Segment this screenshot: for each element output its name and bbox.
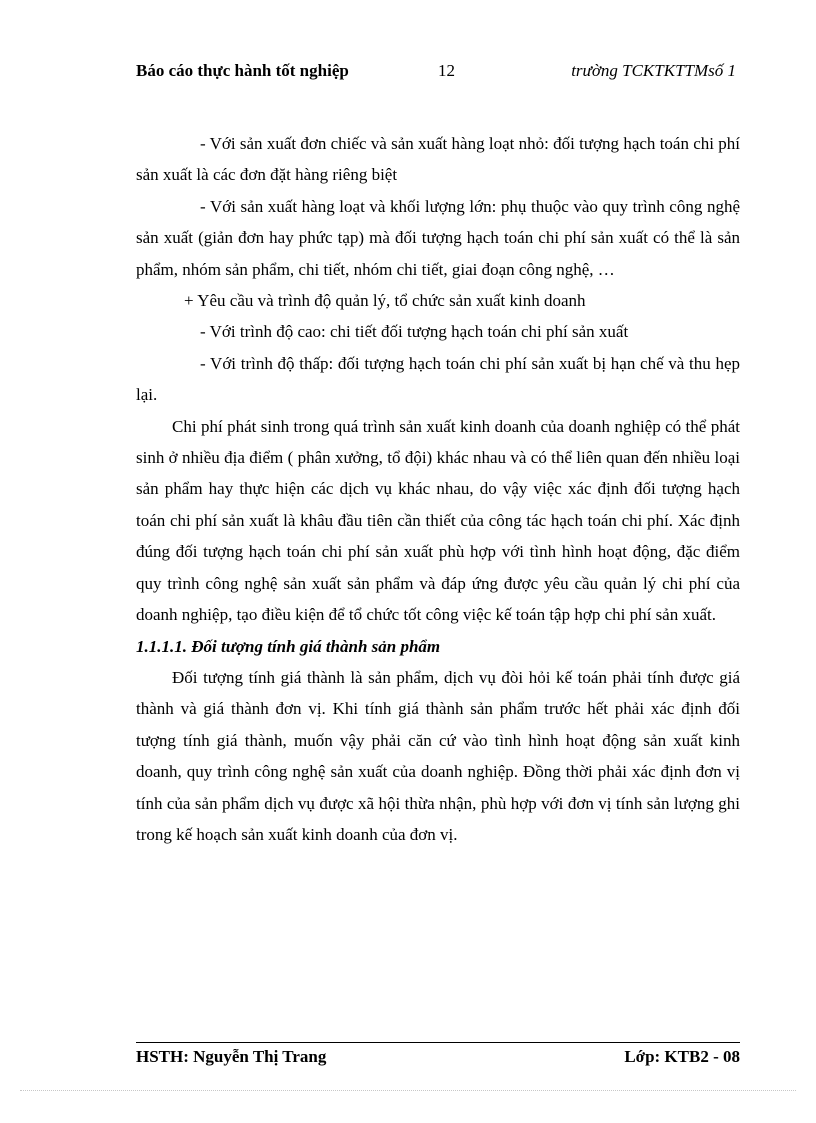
page-body [136, 128, 740, 850]
paragraph-single-production: - Với sản xuất đơn chiếc và sản xuất hàng loạt nhỏ: đối tượng hạch toán chi phí sản xuất là các đơn đặt hàng riêng biệt [136, 134, 740, 185]
paragraph-management-requirement: + Yêu cầu và trình độ quản lý, tổ chức sản xuất kinh doanh [184, 291, 586, 311]
footer-divider [136, 1042, 740, 1043]
class-code: Lớp: KTB2 - 08 [624, 1047, 740, 1066]
section-heading: 1.1.1.1. Đối tượng tính giá thành sản phẩm [136, 636, 441, 656]
page-number: 12 [438, 61, 455, 80]
paragraph-low-level: - Với trình độ thấp: đối tượng hạch toán chi phí sản xuất bị hạn chế và thu hẹp lại. [136, 353, 740, 405]
student-name: HSTH: Nguyễn Thị Trang [136, 1047, 327, 1066]
paragraph-mass-production: - Với sản xuất hàng loạt và khối lượng lớn: phụ thuộc vào quy trình công nghệ sản xuất (giản đơn hay phức tạp) mà đối tượng hạch toán chi phí sản xuất có thể là sản phẩm, nhóm sản phẩm, chi tiết, nhóm chi tiết, giai đoạn công nghệ, … [136, 196, 740, 279]
paragraph-high-level: - Với trình độ cao: chi tiết đối tượng hạch toán chi phí sản xuất [200, 322, 629, 342]
page-header [136, 58, 736, 84]
page-bottom-border [20, 1090, 796, 1091]
paragraph-costing-object: Đối tượng tính giá thành là sản phẩm, dịch vụ đòi hỏi kế toán phải tính được giá thành và giá thành đơn vị. Khi tính giá thành sản phẩm trước hết phải xác định đối tượng tính giá thành, muốn vậy phải căn cứ vào tình hình hoạt động sản xuất kinh doanh, quy trình công nghệ sản xuất của doanh nghiệp. Đồng thời phải xác định đơn vị tính của sản phẩm dịch vụ được xã hội thừa nhận, phù hợp với đơn vị tính sản lượng ghi trong kế hoạch sản xuất kinh doanh của đơn vị. [136, 667, 740, 844]
paragraph-cost-arising: Chi phí phát sinh trong quá trình sản xuất kinh doanh của doanh nghiệp có thể phát sinh ở nhiều địa điểm ( phân xưởng, tổ đội) khác nhau và có thể liên quan đến nhiều loại sản phẩm hay thực hiện các dịch vụ khác nhau, do vậy việc xác định đối tượng hạch toán chi phí sản xuất là khâu đầu tiên cần thiết của công tác hạch toán chi phí. Xác định đúng đối tượng hạch toán chi phí sản xuất phù hợp với tình hình hoạt động, đặc điểm quy trình công nghệ sản xuất sản phẩm và đáp ứng được yêu cầu quản lý chi phí của doanh nghiệp, tạo điều kiện để tổ chức tốt công việc kế toán tập hợp chi phí sản xuất. [136, 416, 740, 625]
report-title: Báo cáo thực hành tốt nghiệp [136, 61, 349, 80]
school-name: trường TCKTKTTMsố 1 [571, 61, 736, 80]
page-footer [136, 1044, 740, 1070]
